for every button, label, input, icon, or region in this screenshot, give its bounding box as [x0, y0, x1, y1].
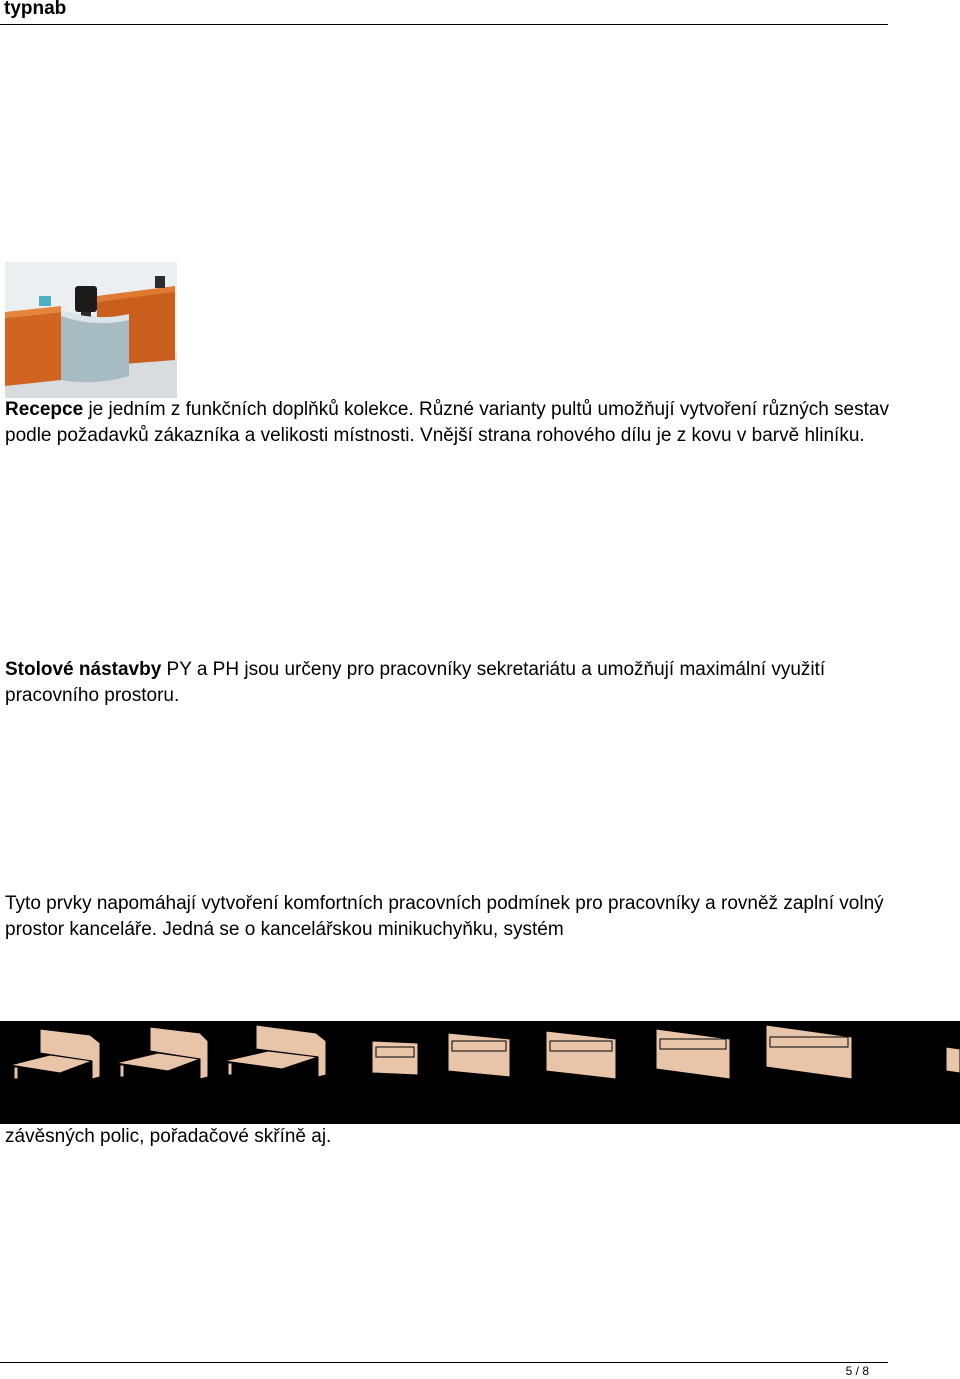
furniture-item-4 — [372, 1041, 418, 1075]
paragraph-reception — [5, 397, 905, 449]
paragraph-table-extensions-text: PY a PH jsou určeny pro pracovníky sekretariátu a umožňují maximální využití pracovního prostoru. — [5, 659, 826, 706]
paragraph-table-extensions — [5, 657, 905, 709]
paragraph-reception-text: je jedním z funkčních doplňků kolekce. Různé varianty pultů umožňují vytvoření různých sestav podle požadavků zákazníka a velikosti místnosti. Vnější strana rohového dílu je z kovu v barvě hliníku. — [5, 399, 889, 446]
furniture-illustration-strip — [0, 1021, 960, 1124]
paragraph-table-extensions-bold: Stolové nástavby — [5, 659, 162, 680]
paragraph-elements-continued-text: závěsných polic, pořadačové skříně aj. — [5, 1126, 332, 1147]
paragraph-elements — [5, 891, 905, 943]
paragraph-elements-continued — [5, 1124, 905, 1150]
furniture-item-9 — [946, 1047, 960, 1073]
page-header-title: typnab — [4, 0, 67, 19]
furniture-item-5 — [448, 1033, 510, 1077]
paragraph-reception-bold: Recepce — [5, 399, 84, 420]
page-number: 5 / 8 — [845, 1364, 869, 1378]
footer-divider — [0, 1362, 888, 1363]
reception-desk-photo — [5, 262, 177, 398]
furniture-item-6 — [546, 1031, 616, 1079]
paragraph-elements-text: Tyto prvky napomáhají vytvoření komfortních pracovních podmínek pro pracovníky a rovněž zaplní volný prostor kanceláře. Jedná se o kancelářskou minikuchyňku, systém — [5, 893, 884, 940]
header-divider — [0, 24, 888, 25]
